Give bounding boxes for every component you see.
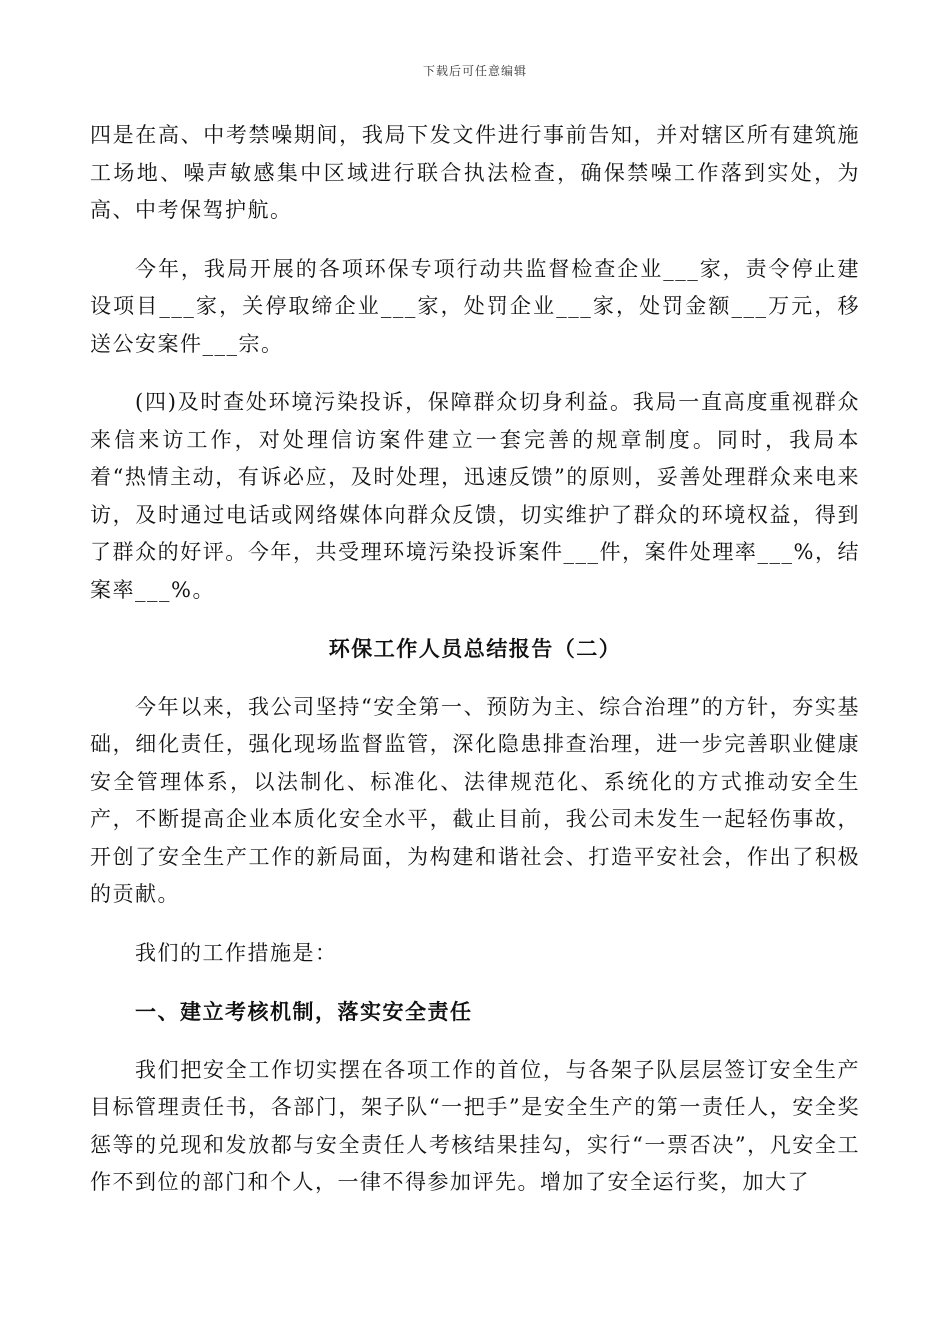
document-body: [90, 117, 860, 1223]
sub-heading-assessment: 一、建立考核机制，落实安全责任: [135, 999, 473, 1024]
paragraph-noise-control: 四是在高、中考禁噪期间，我局下发文件进行事前告知，并对辖区所有建筑施工场地、噪声敏感集中区域进行联合执法检查，确保禁噪工作落到实处，为高、中考保驾护航。: [90, 123, 860, 222]
paragraph-responsibility: 我们把安全工作切实摆在各项工作的首位，与各架子队层层签订安全生产目标管理责任书，各部门，架子队“一把手”是安全生产的第一责任人，安全奖惩等的兑现和发放都与安全责任人考核结果挂勾，实行“一票否决”，凡安全工作不到位的部门和个人，一律不得参加评先。增加了安全运行奖，加大了: [90, 1057, 860, 1194]
paragraph-safety-summary: 今年以来，我公司坚持“安全第一、预防为主、综合治理”的方针，夯实基础，细化责任，强化现场监督监管，深化隐患排查治理，进一步完善职业健康安全管理体系，以法制化、标准化、法律规范化、系统化的方式推动安全生产，不断提高企业本质化安全水平，截止目前，我公司未发生一起轻伤事故，开创了安全生产工作的新局面，为构建和谐社会、打造平安社会，作出了积极的贡献。: [90, 694, 860, 906]
paragraph-measures-intro: 我们的工作措施是：: [135, 940, 338, 965]
paragraph-complaints: (四)及时查处环境污染投诉，保障群众切身利益。我局一直高度重视群众来信来访工作，对处理信访案件建立一套完善的规章制度。同时，我局本着“热情主动，有诉必应，及时处理，迅速反馈”的原则，妥善处理群众来电来访，及时通过电话或网络媒体向群众反馈，切实维护了群众的环境权益，得到了群众的好评。今年，共受理环境污染投诉案件___件，案件处理率___%，结案率___%。: [90, 390, 860, 602]
section-title: 环保工作人员总结报告（二）: [328, 636, 622, 661]
page-header: 下载后可任意编辑: [422, 64, 527, 78]
paragraph-enforcement-stats: 今年，我局开展的各项环保专项行动共监督检查企业___家，责令停止建设项目___家，关停取缔企业___家，处罚企业___家，处罚金额___万元，移送公安案件___宗。: [90, 256, 860, 356]
